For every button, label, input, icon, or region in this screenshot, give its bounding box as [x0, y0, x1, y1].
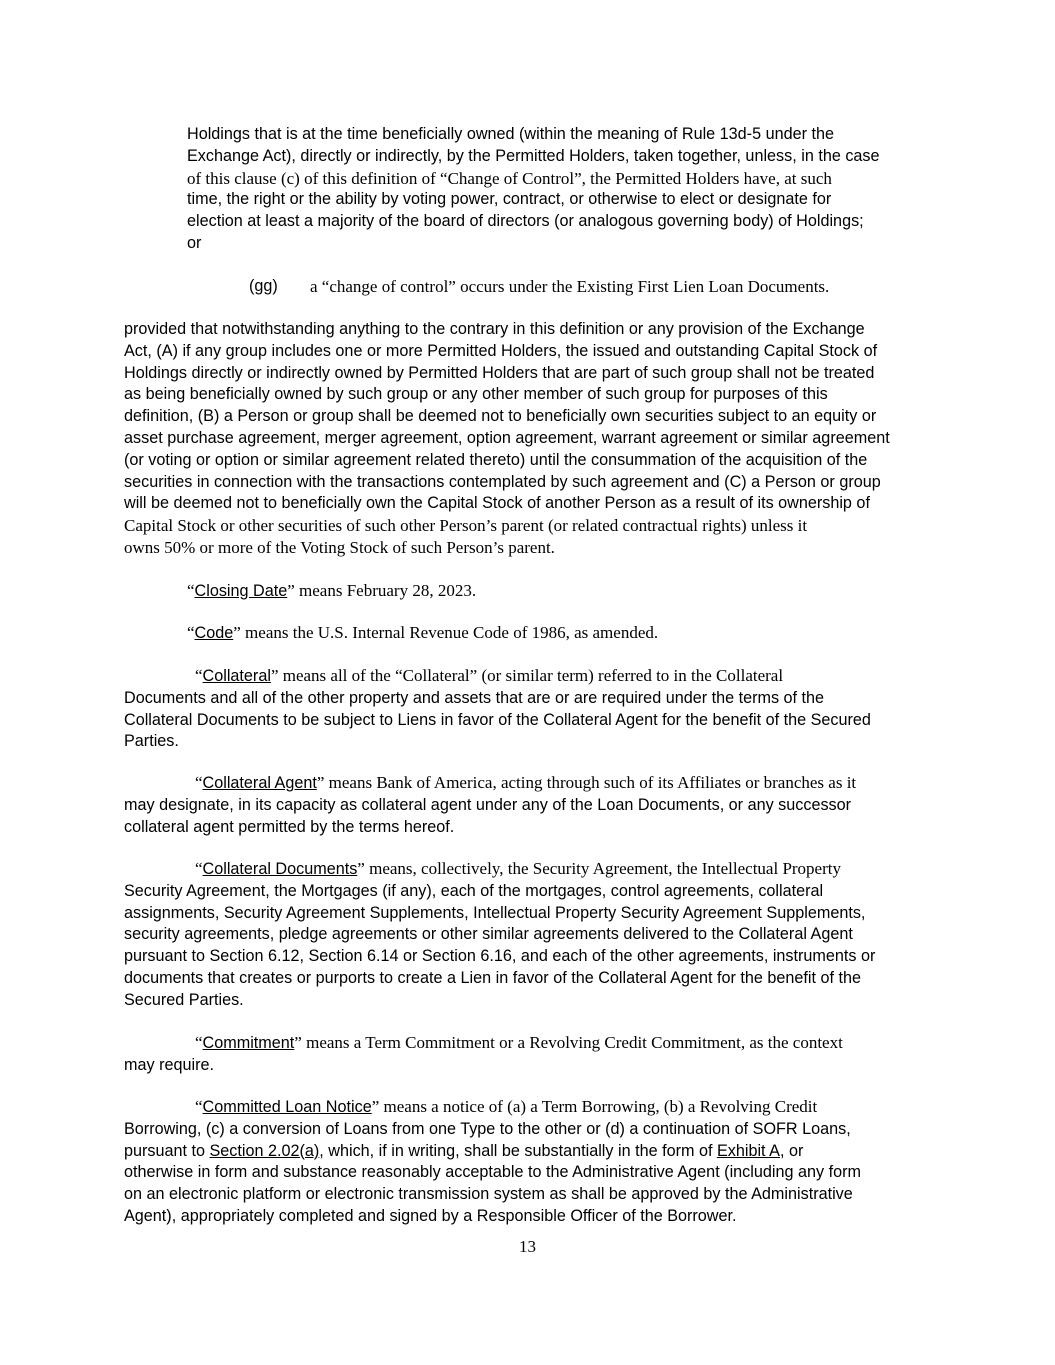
text-line: security agreements, pledge agreements or other similar agreements delivered to the Collateral Agent	[124, 925, 853, 944]
open-quote: “	[195, 1033, 203, 1052]
defined-term: Collateral Agent	[202, 774, 317, 792]
exhibit-reference-link[interactable]: Exhibit A	[716, 1141, 780, 1160]
text-line: election at least a majority of the board of directors (or analogous governing body) of Holdings;	[187, 212, 864, 231]
open-quote: “	[195, 1097, 203, 1116]
text-line: time, the right or the ability by voting power, contract, or otherwise to elect or designate for	[187, 190, 832, 209]
text-line: provided that notwithstanding anything to the contrary in this definition or any provision of the Exchange	[124, 320, 865, 338]
text-segment: pursuant to	[124, 1141, 210, 1160]
definition-text: ” means February 28, 2023.	[287, 581, 477, 600]
text-line: Act, (A) if any group includes one or more Permitted Holders, the issued and outstanding Capital Stock of	[124, 341, 878, 360]
text-line: pursuant to Section 6.12, Section 6.14 or Section 6.16, and each of the other agreements, instruments or	[124, 947, 876, 966]
text-line: definition, (B) a Person or group shall be deemed not to beneficially own securities subject to an equity or	[124, 407, 877, 426]
definition-code	[187, 622, 947, 645]
text-line: Exchange Act), directly or indirectly, by the Permitted Holders, taken together, unless, in the case	[187, 146, 880, 165]
clause-label: (gg)	[249, 277, 278, 295]
clause-text: a “change of control” occurs under the Existing First Lien Loan Documents.	[310, 277, 830, 296]
text-line: Secured Parties.	[124, 990, 244, 1009]
definition-closing-date	[187, 580, 947, 603]
page-number: 13	[519, 1237, 536, 1256]
text-line: asset purchase agreement, merger agreement, option agreement, warrant agreement or similar agreement	[124, 428, 890, 447]
text-line: of this clause (c) of this definition of “Change of Control”, the Permitted Holders have, at such	[187, 168, 832, 188]
text-line: will be deemed not to beneficially own the Capital Stock of another Person as a result of its ownership of	[124, 494, 870, 513]
defined-term: Code	[194, 624, 234, 642]
section-reference-link[interactable]: Section 2.02(a)	[209, 1141, 320, 1160]
open-quote: “	[187, 581, 195, 600]
text-line: collateral agent permitted by the terms hereof.	[124, 817, 455, 836]
text-line: Borrowing, (c) a conversion of Loans from one Type to the other or (d) a continuation of SOFR Loans,	[124, 1119, 851, 1138]
open-quote: “	[195, 666, 203, 685]
text-line: owns 50% or more of the Voting Stock of such Person’s parent.	[124, 537, 555, 557]
definition-text: ” means a Term Commitment or a Revolving Credit Commitment, as the context	[294, 1033, 843, 1052]
text-line: securities in connection with the transactions contemplated by such agreement and (C) a Person or group	[124, 472, 881, 491]
text-line: Capital Stock or other securities of such other Person’s parent (or related contractual rights) unless it	[124, 516, 808, 536]
definition-text: ” means a notice of (a) a Term Borrowing, (b) a Revolving Credit	[371, 1097, 818, 1116]
clause-gg	[249, 276, 949, 298]
definition-text: ” means the U.S. Internal Revenue Code of 1986, as amended.	[233, 623, 659, 642]
definition-collateral-agent	[124, 772, 944, 838]
defined-term: Commitment	[202, 1034, 295, 1052]
defined-term: Collateral	[202, 667, 271, 685]
text-segment: , or	[779, 1141, 804, 1160]
paragraph-holdings-continuation	[187, 124, 947, 255]
definition-text: ” means all of the “Collateral” (or similar term) referred to in the Collateral	[270, 666, 784, 685]
text-line: Holdings that is at the time beneficially owned (within the meaning of Rule 13d-5 under the	[187, 125, 834, 143]
text-line: (or voting or option or similar agreement related thereto) until the consummation of the acquisition of the	[124, 450, 868, 469]
definition-text: ” means Bank of America, acting through such of its Affiliates or branches as it	[316, 773, 857, 792]
open-quote: “	[195, 773, 203, 792]
text-line: Holdings directly or indirectly owned by Permitted Holders that are part of such group shall not be treated	[124, 363, 875, 382]
defined-term: Committed Loan Notice	[202, 1098, 372, 1116]
text-line: Documents and all of the other property and assets that are or are required under the terms of the	[124, 688, 825, 707]
text-line: on an electronic platform or electronic transmission system as shall be approved by the Administrative	[124, 1185, 853, 1204]
definition-text: ” means, collectively, the Security Agreement, the Intellectual Property	[357, 859, 841, 878]
text-line: Security Agreement, the Mortgages (if any), each of the mortgages, control agreements, collateral	[124, 881, 824, 900]
text-segment: , which, if in writing, shall be substantially in the form of	[319, 1141, 717, 1160]
open-quote: “	[187, 623, 195, 642]
definition-collateral	[124, 665, 944, 753]
text-line: Parties.	[124, 732, 179, 751]
paragraph-proviso	[124, 319, 944, 559]
defined-term: Collateral Documents	[202, 860, 358, 878]
defined-term: Closing Date	[194, 582, 288, 600]
definition-commitment	[124, 1032, 944, 1077]
definition-committed-loan-notice	[124, 1096, 944, 1228]
text-line: as being beneficially owned by such group or any other member of such group for purposes of this	[124, 385, 828, 404]
open-quote: “	[195, 859, 203, 878]
text-line: assignments, Security Agreement Supplements, Intellectual Property Security Agreement Supplements,	[124, 903, 866, 922]
text-line: Collateral Documents to be subject to Liens in favor of the Collateral Agent for the benefit of the Secured	[124, 710, 871, 729]
text-line: may require.	[124, 1055, 214, 1074]
text-line: otherwise in form and substance reasonably acceptable to the Administrative Agent (including any form	[124, 1163, 861, 1182]
definition-collateral-documents	[124, 858, 944, 1012]
text-line: Agent), appropriately completed and signed by a Responsible Officer of the Borrower.	[124, 1206, 737, 1225]
text-line: or	[187, 233, 202, 252]
text-line: may designate, in its capacity as collateral agent under any of the Loan Documents, or any successor	[124, 795, 852, 814]
text-line: documents that creates or purports to create a Lien in favor of the Collateral Agent for the benefit of the	[124, 968, 861, 987]
